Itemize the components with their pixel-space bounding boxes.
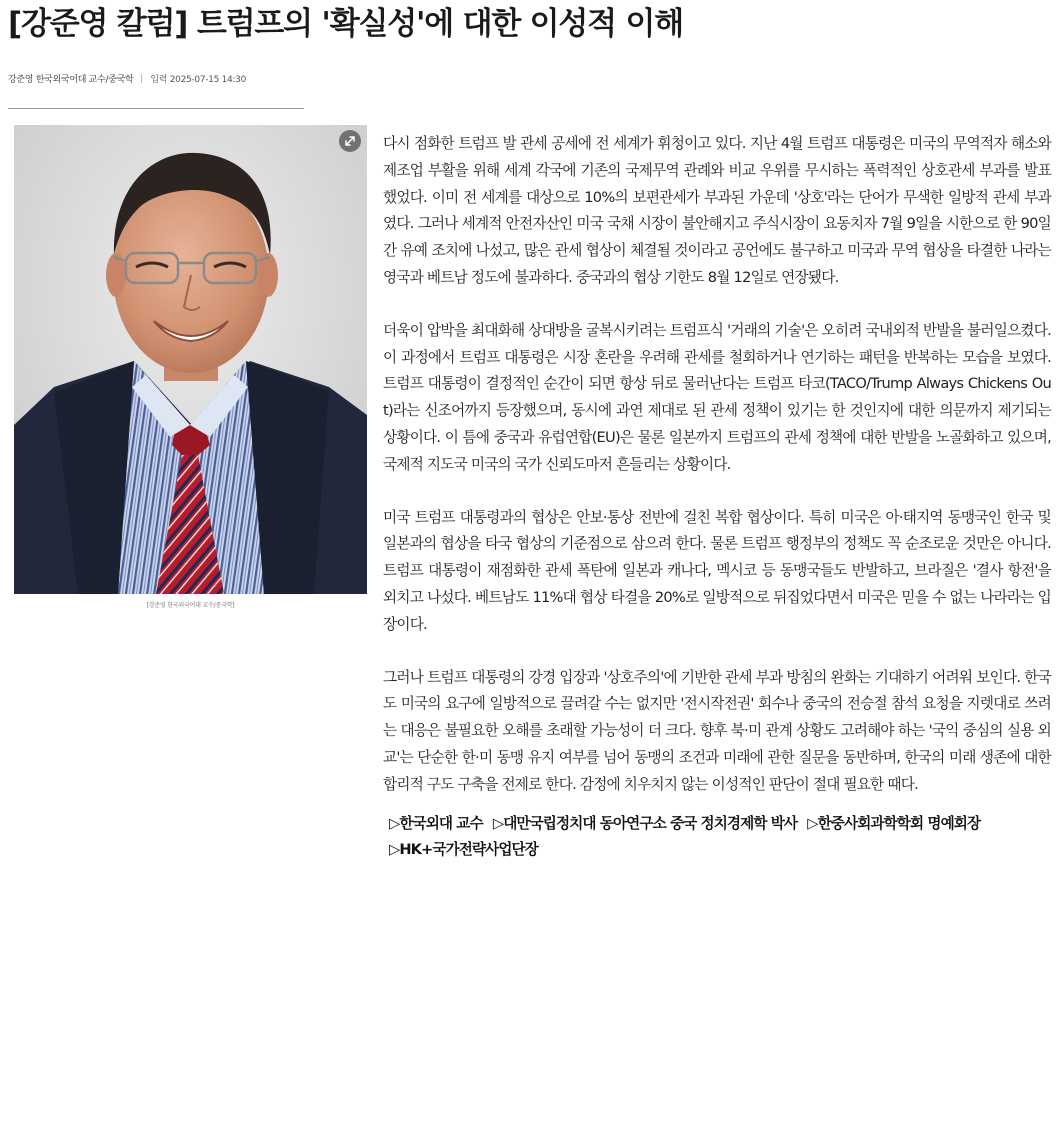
credential-item: ▷한국외대 교수 bbox=[389, 814, 483, 832]
article-paragraph: 그러나 트럼프 대통령의 강경 입장과 '상호주의'에 기반한 관세 부과 방침의 완화는 기대하기 어려워 보인다. 한국도 미국의 요구에 일방적으로 끌려갈 수는 없지만 '전시작전권' 회수나 중국의 전승절 참석 요청을 지렛대로 쓰려는 대응은 불필요한 오해를 초래할 가능성이 더 크다. 향후 북·미 관계 상황도 고려해야 하는 '국익 중심의 실용 외교'는 단순한 한·미 동맹 유지 여부를 넘어 동맹의 조건과 미래에 관한 질문을 동반하며, 한국의 미래 생존에 대한 합리적 구도 구축을 전제로 한다. 감정에 치우치지 않는 이성적인 판단이 절대 필요한 때다. bbox=[383, 668, 1051, 793]
expand-photo-button[interactable] bbox=[339, 130, 361, 152]
credential-item: ▷HK+국가전략사업단장 bbox=[389, 841, 538, 859]
header-divider bbox=[8, 108, 304, 109]
credential-item: ▷한중사회과학학회 명예회장 bbox=[807, 814, 981, 832]
author-photo[interactable] bbox=[14, 125, 367, 594]
author-portrait-image bbox=[14, 125, 367, 594]
credential-item: ▷대만국립정치대 동아연구소 중국 정치경제학 박사 bbox=[492, 814, 798, 832]
byline bbox=[8, 72, 246, 85]
article-body bbox=[383, 131, 1051, 864]
article-paragraph: 다시 점화한 트럼프 발 관세 공세에 전 세계가 휘청이고 있다. 지난 4월 트럼프 대통령은 미국의 무역적자 해소와 제조업 부활을 위해 세계 각국에 기존의 국제무역 관례와 비교 우위를 무시하는 폭력적인 상호관세 부과를 발표했었다. 이미 전 세계를 대상으로 10%의 보편관세가 부과된 가운데 '상호'라는 단어가 무색한 일방적 관세 부과였다. 그러나 세계적 안전자산인 미국 국채 시장이 불안해지고 주식시장이 요동치자 7월 9일을 시한으로 한 90일간 유예 조치에 나섰고, 많은 관세 협상이 체결될 것이라고 공언에도 불구하고 미국과 무역 협상을 타결한 나라는 영국과 베트남 정도에 불과하다. 중국과의 협상 기한도 8월 12일로 연장됐다. bbox=[383, 135, 1051, 286]
publish-date: 입력 2025-07-15 14:30 bbox=[150, 75, 247, 85]
author-credentials bbox=[383, 811, 1051, 865]
expand-arrows-icon bbox=[339, 130, 361, 152]
photo-caption: [강준영 한국외국어대 교수/중국학] bbox=[146, 602, 235, 609]
author-name[interactable]: 강준영 한국외국어대 교수/중국학 bbox=[8, 75, 134, 85]
byline-divider bbox=[141, 74, 142, 83]
article-paragraph: 더욱이 압박을 최대화해 상대방을 굴복시키려는 트럼프식 '거래의 기술'은 오히려 국내외적 반발을 불러일으켰다. 이 과정에서 트럼프 대통령은 시장 혼란을 우려해 관세를 철회하거나 연기하는 패턴을 반복하는 모습을 보였다. 트럼프 대통령이 결정적인 순간이 되면 항상 뒤로 물러난다는 트럼프 타코(TACO/Trump Always Chickens Out)라는 신조어까지 등장했으며, 동시에 과연 제대로 된 관세 정책이 있기는 한 것인지에 대한 의문까지 제기되는 상황이다. 이 틈에 중국과 유럽연합(EU)은 물론 일본까지 트럼프의 관세 정책에 대한 반발을 노골화하고 있으며, 국제적 지도국 미국의 국가 신뢰도마저 흔들리는 상황이다. bbox=[383, 321, 1051, 473]
article-paragraph: 미국 트럼프 대통령과의 협상은 안보·통상 전반에 걸친 복합 협상이다. 특히 미국은 아·태지역 동맹국인 한국 및 일본과의 협상을 타국 협상의 기준점으로 삼으려 한다. 물론 트럼프 행정부의 정책도 꼭 순조로운 것만은 아니다. 트럼프 대통령이 재점화한 관세 폭탄에 일본과 캐나다, 멕시코 등 동맹국들도 반발하고, 브라질은 '결사 항전'을 외치고 나섰다. 베트남도 11%대 협상 타결을 20%로 일방적으로 뒤집었다면서 미국은 믿을 수 없는 나라라는 입장이다. bbox=[383, 508, 1051, 633]
article-headline: [강준영 칼럼] 트럼프의 '확실성'에 대한 이성적 이해 bbox=[8, 6, 683, 42]
